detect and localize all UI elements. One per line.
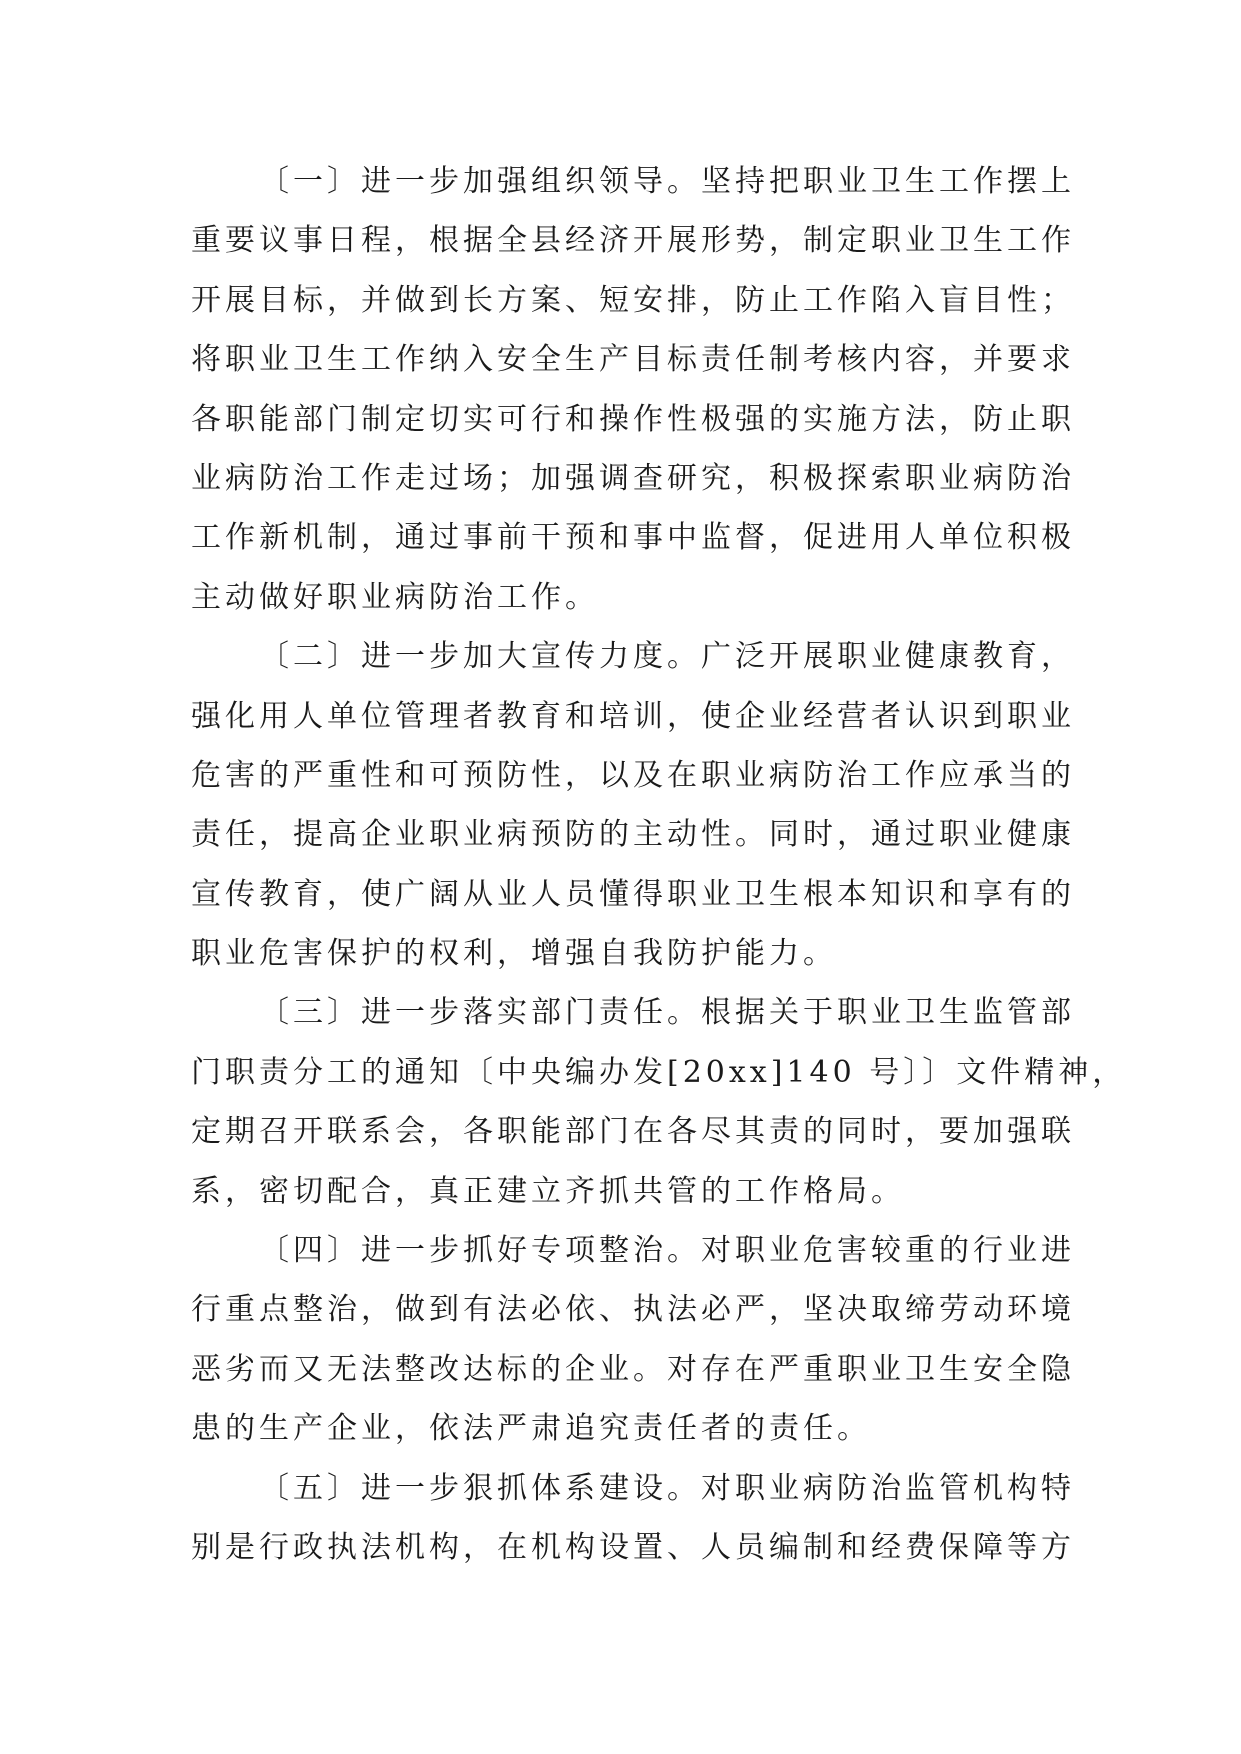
- text-line: 职业危害保护的权利，增强自我防护能力。: [191, 936, 837, 972]
- text-line: 业病防治工作走过场；加强调查研究，积极探索职业病防治: [191, 460, 1075, 496]
- paragraph-system-building: [191, 1459, 1075, 1578]
- text-line: 门职责分工的通知〔中央编办发[20xx]140 号〕〕文件精神，: [191, 1054, 1127, 1090]
- text-line: 定期召开联系会，各职能部门在各尽其责的同时，要加强联: [191, 1114, 1075, 1150]
- text-line: 将职业卫生工作纳入安全生产目标责任制考核内容，并要求: [191, 342, 1075, 378]
- text-line: 〔五〕进一步狠抓体系建设。对职业病防治监管机构特: [259, 1470, 1075, 1506]
- paragraph-organization-leadership: [191, 152, 1075, 627]
- text-line: 强化用人单位管理者教育和培训，使企业经营者认识到职业: [191, 698, 1075, 734]
- text-line: 主动做好职业病防治工作。: [191, 579, 599, 615]
- paragraph-special-rectification: [191, 1221, 1075, 1459]
- text-line: 〔一〕进一步加强组织领导。坚持把职业卫生工作摆上: [259, 164, 1075, 199]
- text-line: 工作新机制，通过事前干预和事中监督，促进用人单位积极: [191, 520, 1075, 556]
- text-line: 危害的严重性和可预防性，以及在职业病防治工作应承当的: [191, 757, 1075, 793]
- paragraph-publicity: [191, 627, 1075, 983]
- text-line: 恶劣而又无法整改达标的企业。对存在严重职业卫生安全隐: [191, 1351, 1075, 1387]
- text-line: 重要议事日程，根据全县经济开展形势，制定职业卫生工作: [191, 223, 1075, 259]
- text-line: 开展目标，并做到长方案、短安排，防止工作陷入盲目性；: [191, 282, 1075, 318]
- text-line: 系，密切配合，真正建立齐抓共管的工作格局。: [191, 1173, 905, 1209]
- text-line: 各职能部门制定切实可行和操作性极强的实施方法，防止职: [191, 401, 1075, 437]
- text-line: 〔三〕进一步落实部门责任。根据关于职业卫生监管部: [259, 995, 1075, 1031]
- paragraph-department-responsibility: [191, 983, 1127, 1221]
- text-line: 别是行政执法机构，在机构设置、人员编制和经费保障等方: [191, 1529, 1075, 1565]
- text-line: 行重点整治，做到有法必依、执法必严，坚决取缔劳动环境: [191, 1292, 1075, 1328]
- text-line: 宣传教育，使广阔从业人员懂得职业卫生根本知识和享有的: [191, 876, 1075, 912]
- text-line: 患的生产企业，依法严肃追究责任者的责任。: [191, 1411, 871, 1447]
- document-body: [191, 152, 1127, 1577]
- text-line: 责任，提高企业职业病预防的主动性。同时，通过职业健康: [191, 817, 1075, 853]
- text-line: 〔四〕进一步抓好专项整治。对职业危害较重的行业进: [259, 1233, 1075, 1269]
- text-line: 〔二〕进一步加大宣传力度。广泛开展职业健康教育，: [259, 639, 1075, 675]
